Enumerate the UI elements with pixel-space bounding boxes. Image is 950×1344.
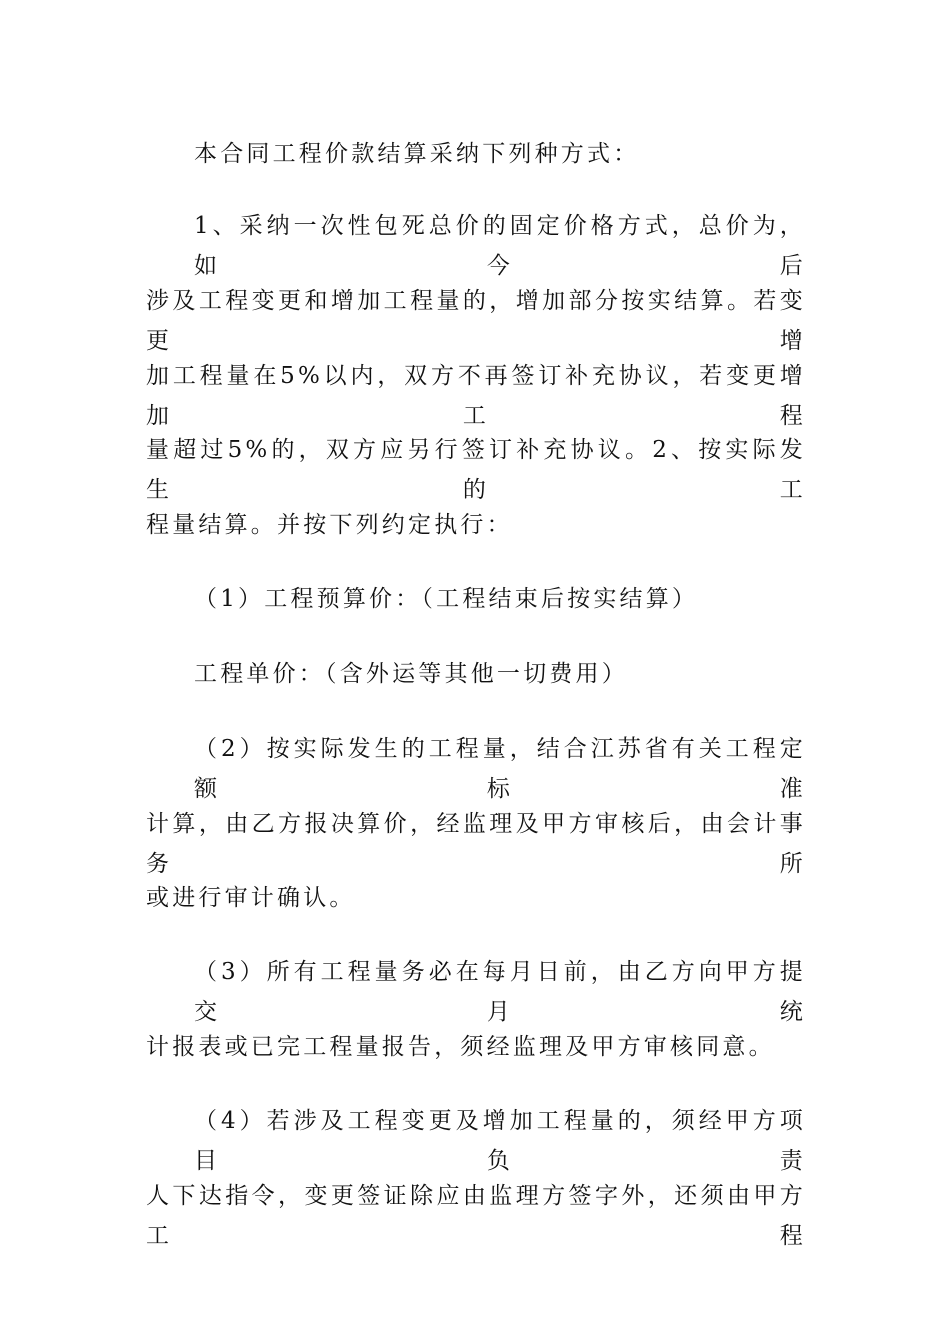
paragraph-line: 涉及工程变更和增加工程量的，增加部分按实结算。若变更增 bbox=[146, 288, 806, 354]
paragraph-line: 计报表或已完工程量报告，须经监理及甲方审核同意。 bbox=[146, 1034, 775, 1060]
paragraph-line: 加工程量在5%以内，双方不再签订补充协议，若变更增加工程 bbox=[146, 363, 806, 429]
paragraph-line: （4）若涉及工程变更及增加工程量的，须经甲方项目负责 bbox=[194, 1108, 806, 1174]
paragraph-line: 量超过5%的，双方应另行签订补充协议。2、按实际发生的工 bbox=[146, 437, 806, 503]
paragraph-line: 或进行审计确认。 bbox=[146, 885, 356, 911]
paragraph-line: 本合同工程价款结算采纳下列种方式： bbox=[194, 141, 640, 167]
paragraph-line: 程量结算。并按下列约定执行： bbox=[146, 512, 513, 538]
paragraph-line: 人下达指令，变更签证除应由监理方签字外，还须由甲方工程 bbox=[146, 1183, 806, 1249]
paragraph-line: （1）工程预算价：（工程结束后按实结算） bbox=[194, 586, 699, 612]
paragraph-line: （2）按实际发生的工程量，结合江苏省有关工程定额标准 bbox=[194, 736, 806, 802]
paragraph-line: 工程单价：（含外运等其他一切费用） bbox=[194, 661, 628, 687]
paragraph-line: 计算，由乙方报决算价，经监理及甲方审核后，由会计事务所 bbox=[146, 811, 806, 877]
paragraph-line: 1、采纳一次性包死总价的固定价格方式，总价为，如今后 bbox=[194, 213, 806, 279]
paragraph-line: （3）所有工程量务必在每月日前，由乙方向甲方提交月统 bbox=[194, 959, 806, 1025]
